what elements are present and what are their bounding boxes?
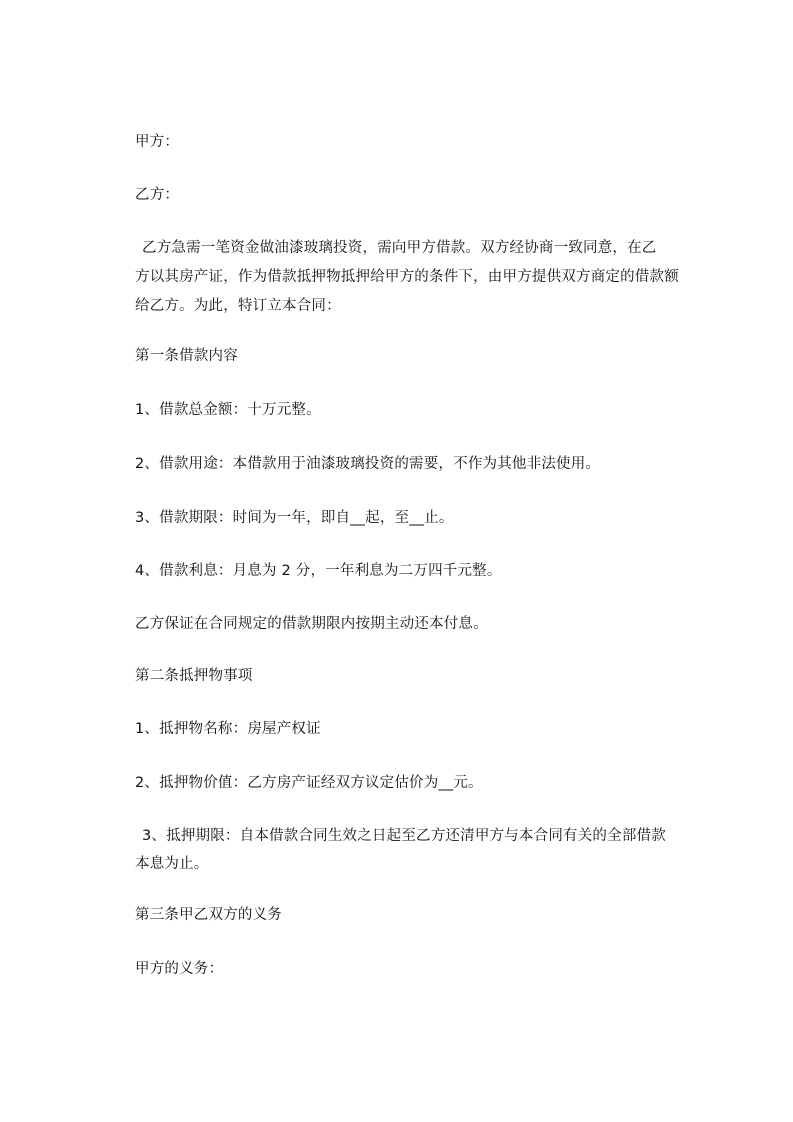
article-2-item-3-line-1: 3、抵押期限：自本借款合同生效之日起至乙方还清甲方与本合同有关的全部借款 [142, 828, 666, 844]
intro-line-3: 给乙方。为此，特订立本合同： [135, 298, 341, 314]
intro-line-1: 乙方急需一笔资金做油漆玻璃投资，需向甲方借款。双方经协商一致同意，在乙 [142, 240, 657, 256]
article-1-item-1: 1、借款总金额：十万元整。 [135, 402, 321, 418]
party-b-label: 乙方： [135, 187, 180, 203]
article-2-item-2: 2、抵押物价值：乙方房产证经双方议定估价为__元。 [135, 775, 483, 791]
article-2-item-1: 1、抵押物名称：房屋产权证 [135, 721, 321, 737]
article-1-guarantee: 乙方保证在合同规定的借款期限内按期主动还本付息。 [135, 616, 488, 632]
article-1-title: 第一条借款内容 [135, 348, 238, 364]
article-2-item-3-line-2: 本息为止。 [135, 856, 209, 872]
article-1-item-2: 2、借款用途：本借款用于油漆玻璃投资的需要，不作为其他非法使用。 [135, 456, 601, 472]
article-1-item-3: 3、借款期限：时间为一年，即自__起，至__止。 [135, 510, 454, 526]
intro-line-2: 方以其房产证，作为借款抵押物抵押给甲方的条件下，由甲方提供双方商定的借款额 [135, 269, 679, 285]
party-a-duties-label: 甲方的义务： [135, 961, 224, 977]
article-3-title: 第三条甲乙双方的义务 [135, 907, 282, 923]
party-a-label: 甲方： [135, 134, 180, 150]
article-2-title: 第二条抵押物事项 [135, 668, 253, 684]
article-1-item-4: 4、借款利息：月息为 2 分，一年利息为二万四千元整。 [135, 563, 502, 579]
